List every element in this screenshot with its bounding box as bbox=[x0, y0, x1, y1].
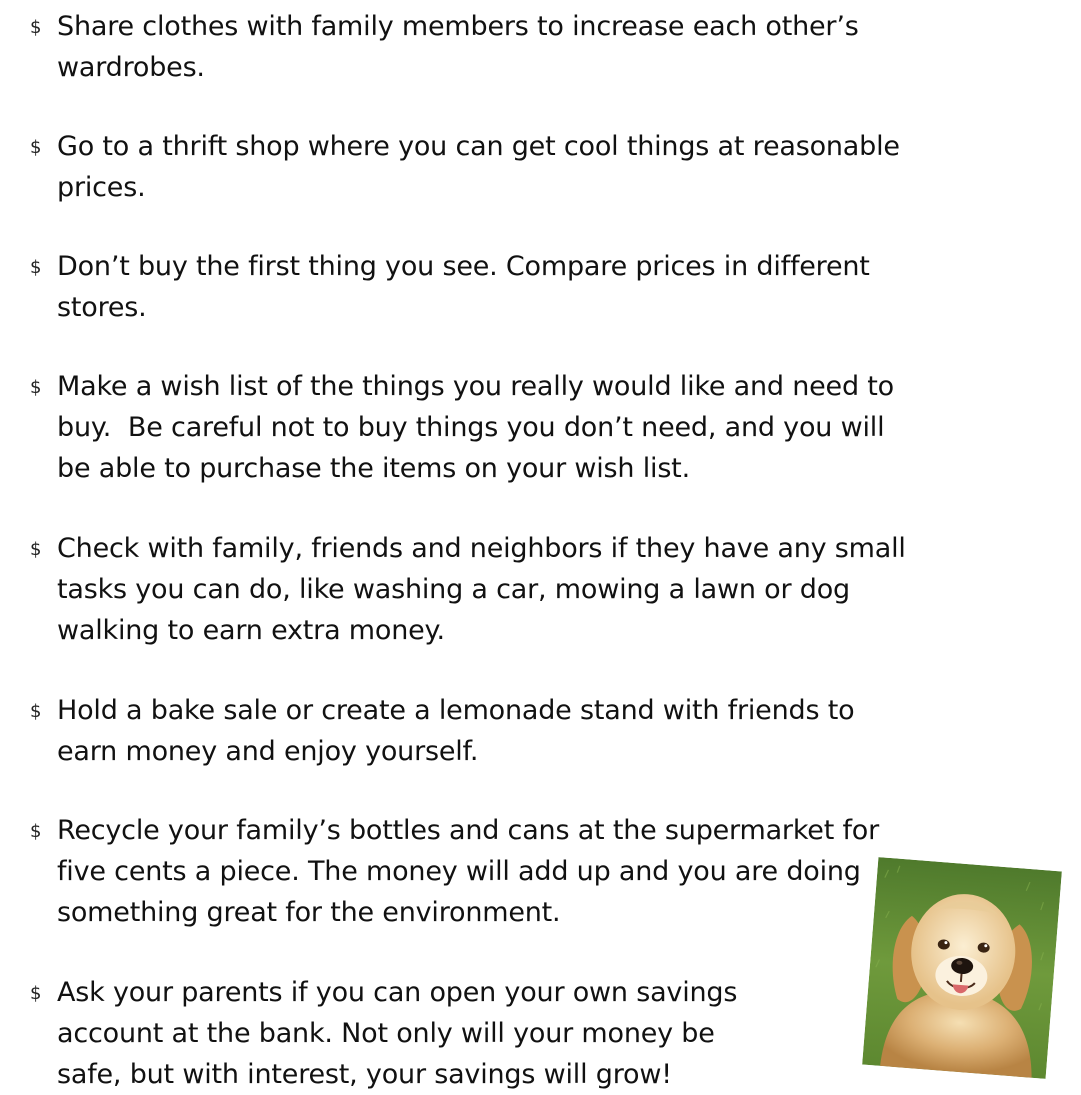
golden-retriever-photo bbox=[862, 857, 1062, 1079]
dollar-bullet-icon: $ bbox=[30, 821, 42, 842]
tip-line: wardrobes. bbox=[57, 52, 205, 83]
tip-line: be able to purchase the items on your wish list. bbox=[57, 453, 690, 484]
dollar-bullet-icon: $ bbox=[30, 17, 42, 38]
dollar-bullet-icon: $ bbox=[30, 701, 42, 722]
tip-line: safe, but with interest, your savings will grow! bbox=[57, 1059, 672, 1090]
tip-line: Make a wish list of the things you really would like and need to bbox=[57, 371, 894, 402]
tip-text bbox=[57, 810, 879, 933]
tip-line: Go to a thrift shop where you can get cool things at reasonable bbox=[57, 131, 900, 162]
tip-line: buy. Be careful not to buy things you don’t need, and you will bbox=[57, 412, 885, 443]
tip-line: tasks you can do, like washing a car, mowing a lawn or dog bbox=[57, 574, 850, 605]
tip-line: Recycle your family’s bottles and cans at the supermarket for bbox=[57, 815, 879, 846]
tip-line: five cents a piece. The money will add up and you are doing bbox=[57, 856, 861, 887]
tip-text bbox=[57, 690, 854, 772]
dollar-bullet-icon: $ bbox=[30, 257, 42, 278]
tip-line: something great for the environment. bbox=[57, 897, 561, 928]
dollar-bullet-icon: $ bbox=[30, 137, 42, 158]
tip-line: prices. bbox=[57, 172, 146, 203]
tip-line: account at the bank. Not only will your money be bbox=[57, 1018, 715, 1049]
tip-text bbox=[57, 126, 900, 208]
tip-text bbox=[57, 366, 894, 489]
dollar-bullet-icon: $ bbox=[30, 539, 42, 560]
dollar-bullet-icon: $ bbox=[30, 983, 42, 1004]
tip-line: Share clothes with family members to increase each other’s bbox=[57, 11, 859, 42]
tip-line: stores. bbox=[57, 292, 147, 323]
tip-text bbox=[57, 972, 737, 1095]
tip-line: Ask your parents if you can open your own savings bbox=[57, 977, 738, 1008]
tip-line: walking to earn extra money. bbox=[57, 615, 445, 646]
tip-line: earn money and enjoy yourself. bbox=[57, 736, 479, 767]
tip-text bbox=[57, 528, 906, 651]
tip-line: Don’t buy the first thing you see. Compare prices in different bbox=[57, 251, 870, 282]
tip-text bbox=[57, 6, 859, 88]
tip-text bbox=[57, 246, 870, 328]
tip-line: Check with family, friends and neighbors if they have any small bbox=[57, 533, 906, 564]
tip-line: Hold a bake sale or create a lemonade stand with friends to bbox=[57, 695, 855, 726]
dollar-bullet-icon: $ bbox=[30, 377, 42, 398]
